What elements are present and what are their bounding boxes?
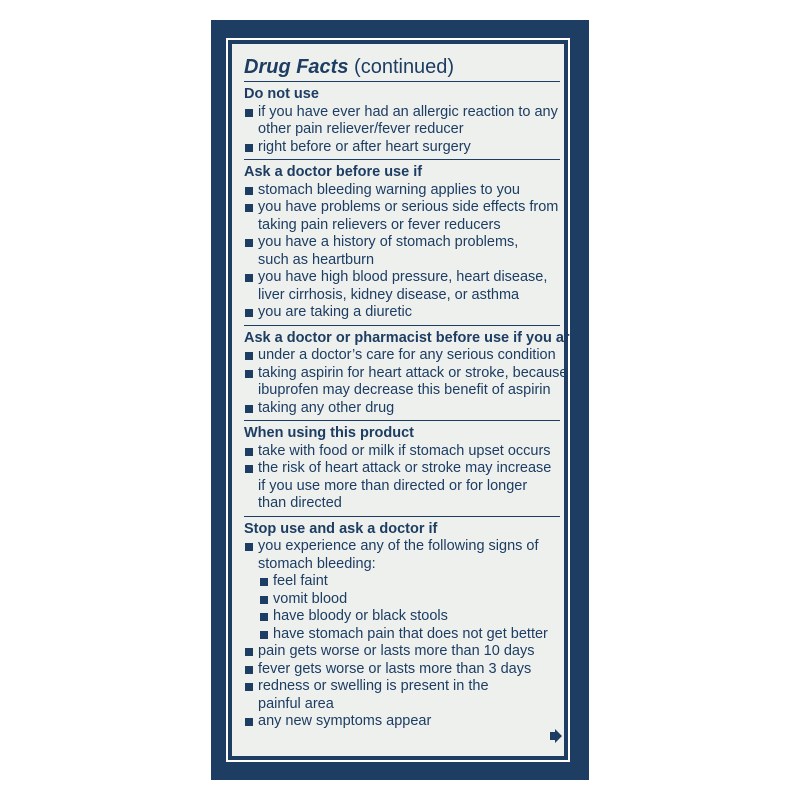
- list-item-line: taking pain relievers or fever reducers: [258, 216, 501, 233]
- list-item-line: other pain reliever/fever reducer: [258, 121, 464, 137]
- list-item-line: if you have ever had an allergic reaction to any: [258, 103, 558, 120]
- square-bullet-icon: [245, 109, 253, 117]
- square-bullet-icon: [245, 465, 253, 473]
- list-item: [244, 364, 568, 400]
- list-item-line: than directed: [258, 495, 342, 511]
- square-bullet-icon: [245, 309, 253, 317]
- list-item-line: stomach bleeding:: [258, 555, 376, 572]
- list-item: [244, 678, 560, 713]
- list-item: [244, 104, 560, 139]
- list-item: [244, 643, 560, 661]
- section-heading: Do not use: [244, 86, 319, 102]
- list-item-line: taking aspirin for heart attack or stroke, because: [258, 364, 568, 381]
- list-item: [244, 304, 560, 322]
- list-item-line: ibuprofen may decrease this benefit of aspirin: [258, 382, 551, 398]
- square-bullet-icon: [245, 274, 253, 282]
- list-item-line: vomit blood: [273, 590, 348, 607]
- square-bullet-icon: [245, 370, 253, 378]
- list-item: [244, 139, 560, 157]
- square-bullet-icon: [245, 187, 253, 195]
- list-item-line: under a doctor’s care for any serious condition: [258, 347, 556, 363]
- section-heading: Stop use and ask a doctor if: [244, 520, 438, 537]
- list-item: [244, 199, 560, 234]
- section: [244, 517, 560, 734]
- sub-list-item: [244, 591, 560, 609]
- sub-list-item: [244, 573, 560, 591]
- list-item-line: taking any other drug: [258, 399, 395, 416]
- list-item: [244, 400, 560, 418]
- list-item-line: you are taking a diuretic: [258, 304, 412, 320]
- square-bullet-icon: [245, 543, 253, 551]
- list-item-line: have stomach pain that does not get better: [273, 625, 548, 642]
- square-bullet-icon: [260, 613, 268, 621]
- drug-facts-title: [244, 55, 560, 81]
- square-bullet-icon: [245, 239, 253, 247]
- square-bullet-icon: [245, 352, 253, 360]
- list-item: [244, 269, 560, 304]
- title-suffix: (continued): [354, 56, 455, 78]
- section: [244, 421, 560, 516]
- square-bullet-icon: [245, 648, 253, 656]
- list-item-line: you have high blood pressure, heart disease,: [258, 269, 548, 285]
- section-heading: Ask a doctor or pharmacist before use if you are: [244, 329, 578, 346]
- list-item-line: such as heartburn: [258, 251, 375, 268]
- square-bullet-icon: [245, 666, 253, 674]
- list-item: [244, 347, 560, 365]
- section: [244, 326, 578, 421]
- list-item: [244, 234, 560, 269]
- section: [244, 160, 560, 325]
- square-bullet-icon: [245, 405, 253, 413]
- list-item-line: painful area: [258, 695, 334, 712]
- list-item-line: right before or after heart surgery: [258, 138, 471, 155]
- list-item-line: pain gets worse or lasts more than 10 days: [258, 643, 535, 659]
- list-item-line: have bloody or black stools: [273, 608, 448, 624]
- list-item-line: you experience any of the following signs of: [258, 538, 539, 554]
- list-item-line: if you use more than directed or for longer: [258, 477, 528, 494]
- list-item: [244, 443, 560, 461]
- list-item-line: liver cirrhosis, kidney disease, or asthma: [258, 286, 520, 303]
- drug-facts-panel: [232, 44, 578, 756]
- arrow-right-icon: [550, 729, 562, 743]
- list-item: [244, 182, 560, 200]
- list-item-line: redness or swelling is present in the: [258, 678, 489, 694]
- section: [244, 82, 560, 159]
- list-item-line: fever gets worse or lasts more than 3 days: [258, 660, 532, 677]
- square-bullet-icon: [245, 718, 253, 726]
- square-bullet-icon: [245, 448, 253, 456]
- list-item-line: any new symptoms appear: [258, 713, 432, 729]
- list-item-line: take with food or milk if stomach upset occurs: [258, 442, 551, 459]
- square-bullet-icon: [260, 631, 268, 639]
- sub-list-item: [244, 626, 560, 644]
- list-item: [244, 460, 560, 513]
- list-item-line: you have problems or serious side effects from: [258, 199, 559, 215]
- sub-list-item: [244, 608, 560, 626]
- list-item-line: stomach bleeding warning applies to you: [258, 181, 520, 198]
- square-bullet-icon: [245, 144, 253, 152]
- list-item: [244, 661, 560, 679]
- square-bullet-icon: [245, 204, 253, 212]
- list-item: [244, 713, 560, 731]
- square-bullet-icon: [260, 578, 268, 586]
- section-heading: Ask a doctor before use if: [244, 164, 423, 180]
- list-item-line: you have a history of stomach problems,: [258, 234, 519, 250]
- section-heading: When using this product: [244, 425, 414, 441]
- title-main: Drug Facts: [244, 56, 349, 78]
- list-item: [244, 538, 560, 573]
- list-item-line: the risk of heart attack or stroke may increase: [258, 460, 552, 476]
- sections-container: [244, 82, 578, 734]
- list-item-line: feel faint: [273, 573, 328, 589]
- square-bullet-icon: [245, 683, 253, 691]
- square-bullet-icon: [260, 596, 268, 604]
